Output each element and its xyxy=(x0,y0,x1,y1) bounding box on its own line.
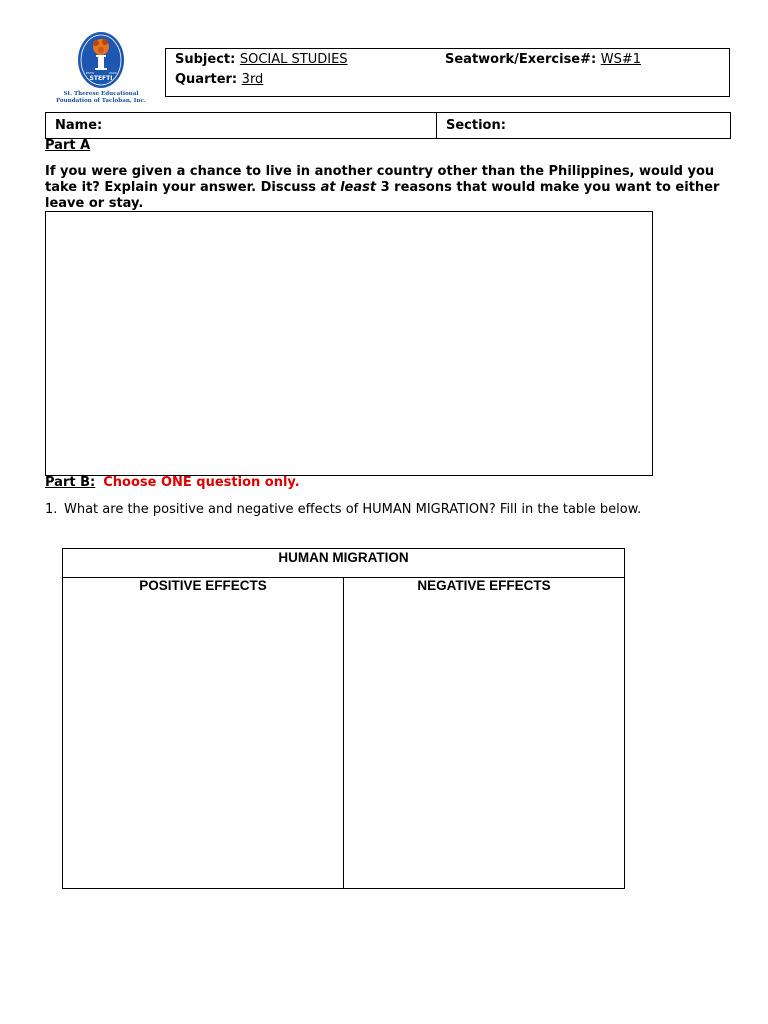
quarter-field xyxy=(175,72,263,87)
quarter-label: Quarter: xyxy=(175,72,238,87)
school-seal-icon xyxy=(46,30,156,92)
school-logo xyxy=(46,30,156,110)
part-a-answer-box[interactable] xyxy=(45,211,653,476)
part-a-heading: Part A xyxy=(45,138,91,153)
migration-effects-table xyxy=(62,548,625,889)
part-b-label: Part B: xyxy=(45,475,96,490)
name-section-row xyxy=(45,112,731,139)
part-b-question-1 xyxy=(45,502,735,518)
part-b-instruction: Choose ONE question only. xyxy=(103,475,300,490)
name-field[interactable] xyxy=(46,113,437,138)
subject-label: Subject: xyxy=(175,52,236,67)
subject-field xyxy=(175,52,348,67)
positive-effects-column[interactable] xyxy=(63,578,344,888)
logo-year-left: ESTD xyxy=(86,71,94,75)
seatwork-label: Seatwork/Exercise#: xyxy=(445,52,597,67)
section-label: Section: xyxy=(446,118,506,133)
part-b-heading xyxy=(45,475,300,490)
header-box xyxy=(165,48,730,97)
positive-effects-header: POSITIVE EFFECTS xyxy=(139,578,267,593)
logo-year-right: 2000 xyxy=(109,71,117,75)
seatwork-value: WS#1 xyxy=(600,52,642,67)
part-a-question-emphasis: at least xyxy=(320,180,377,195)
negative-effects-column[interactable] xyxy=(344,578,624,888)
part-a-question-text-1: If you were given a chance to live in another country other than the Philippines, would you take it? Explain your answer. Discuss xyxy=(45,164,715,195)
name-label: Name: xyxy=(55,118,103,133)
logo-text: STEFTI xyxy=(89,75,113,82)
quarter-value: 3rd xyxy=(241,72,264,87)
seatwork-field xyxy=(445,52,641,67)
part-a-question xyxy=(45,164,735,212)
part-a-question-text-2: 3 reasons that would make you want to either leave or stay. xyxy=(45,180,720,211)
table-title: HUMAN MIGRATION xyxy=(63,549,624,578)
negative-effects-header: NEGATIVE EFFECTS xyxy=(417,578,551,593)
school-name-line1: St. Therese Educational xyxy=(63,91,139,97)
question-1-text: What are the positive and negative effects of HUMAN MIGRATION? Fill in the table below. xyxy=(64,502,642,517)
question-number: 1. xyxy=(45,502,58,517)
subject-value: SOCIAL STUDIES xyxy=(239,52,348,67)
school-name-line2: Foundation of Tacloban, Inc. xyxy=(56,97,146,104)
section-field[interactable] xyxy=(437,113,506,138)
school-name-caption xyxy=(46,91,156,104)
